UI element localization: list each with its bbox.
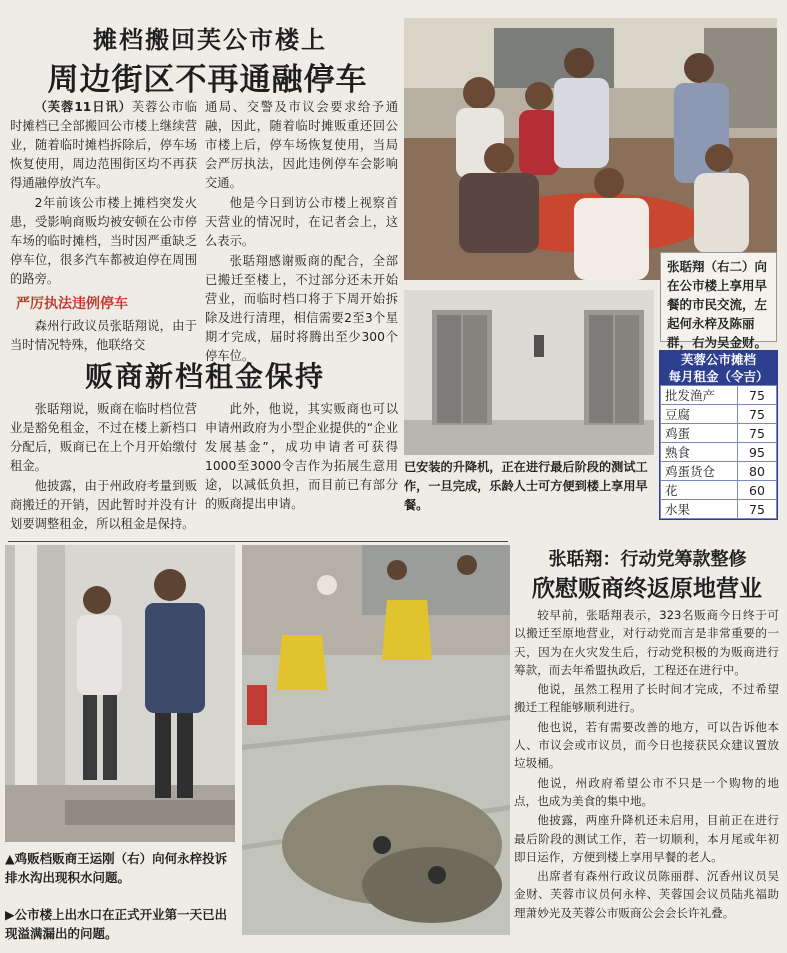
article1-col2-p2: 他是今日到访公市楼上视察首天营业的情况时，在记者会上，这么表示。 (205, 196, 398, 248)
article2-col1-p1: 张聒翔说，贩商在临时档位营业是豁免租金，不过在楼上新档口分配后，贩商已在上个月开始缴付租金。 (10, 402, 197, 473)
article3-p5: 他披露，两座升降机还未启用，目前正在进行最后阶段的测试工作，若一切顺利，本月尾或年初即日运作，方便到楼上享用早餐的老人。 (514, 813, 779, 864)
floor-outlet-photo (242, 545, 510, 935)
rent-table-row (661, 443, 777, 462)
article2-col1-p2: 他披露，由于州政府考量到贩商搬迁的开销，因此暂时并没有计划要调整租金，所以租金是保持。 (10, 479, 197, 531)
article3-p2: 他说，虽然工程用了长时间才完成，不过希望搬迁工程能够顺利进行。 (514, 682, 779, 715)
rent-price: 95 (738, 443, 777, 462)
rent-price: 75 (738, 386, 777, 405)
article3-headline: 欣慰贩商终返原地营业 (532, 575, 762, 602)
rent-table-row (661, 500, 777, 519)
article2-column-2 (205, 400, 398, 515)
rent-table-row (661, 462, 777, 481)
rent-table-title (660, 351, 777, 385)
rent-price: 60 (738, 481, 777, 500)
article1-kicker: 摊档搬回芙公市楼上 (93, 26, 327, 54)
rent-price: 75 (738, 405, 777, 424)
floor-outlet-illustration (242, 545, 510, 935)
rent-table-title-line2: 每月租金（令吉） (668, 369, 769, 384)
drain-complaint-illustration (5, 545, 235, 842)
article1-col2-p1: 通局、交警及市议会要求给予通融，因此，随着临时摊贩重还回公市楼上后，停车场恢复使用，当局会严厉执法，因此违例停车会影响交通。 (205, 100, 398, 190)
article2-headline: 贩商新档租金保持 (84, 360, 325, 393)
photo2-caption: 已安装的升降机，正在进行最后阶段的测试工作，一旦完成，乐龄人士可方便到楼上享用早餐。 (404, 460, 648, 512)
drain-complaint-photo (5, 545, 235, 842)
article3-p4: 他说，州政府希望公市不只是一个购物的地点，也成为美食的集中地。 (514, 775, 779, 808)
article2-col2-p1: 此外，他说，其实贩商也可以申请州政府为小型企业提供的“企业发展基金”，成功申请者可获得1000至3000令吉作为拓展生意用途，以减低负担，而目前已有部分的贩商提出申请。 (205, 402, 398, 511)
section-divider (8, 541, 508, 542)
rent-item: 花 (661, 481, 738, 500)
rent-table-box (659, 350, 778, 520)
article1-subhead: 严厉执法违例停车 (16, 296, 128, 312)
rent-price: 75 (738, 424, 777, 443)
rent-table-row (661, 386, 777, 405)
article1-col1-p3: 森州行政议员张聒翔说，由于当时情况特殊，他联络交 (10, 319, 197, 352)
rent-table-row (661, 424, 777, 443)
article1-column-2 (205, 98, 398, 367)
elevator-photo (404, 290, 654, 455)
rent-item: 水果 (661, 500, 738, 519)
rent-item: 鸡蛋货仓 (661, 462, 738, 481)
photo3-caption: ▲鸡贩档贩商王运刚（右）向何永梓投诉排水沟出现积水问题。 (5, 851, 228, 885)
article1-dateline: （芙蓉11日讯） (34, 100, 132, 114)
article1-col1-p2: 2年前该公市楼上摊档突发火患，受影响商贩均被安顿在公市停车场的临时摊档，当时因严重缺乏停车位，很多汽车都被迫停在周围的路旁。 (10, 196, 197, 286)
elevator-illustration (404, 290, 654, 455)
rent-price: 75 (738, 500, 777, 519)
rent-item: 熟食 (661, 443, 738, 462)
article1-col1-p1: 芙蓉公市临时摊档已全部搬回公市楼上继续营业，随着临时摊档拆除后，停车场恢复使用，周边范围街区均不再获得通融停放汽车。 (10, 100, 197, 190)
rent-item: 批发渔产 (661, 386, 738, 405)
rent-table (660, 385, 777, 519)
article3-p3: 他也说，若有需要改善的地方，可以告诉他本人、市议会或市议员，而今日也接获民众建议置放垃圾桶。 (514, 719, 779, 771)
rent-table-title-line1: 芙蓉公市摊档 (680, 352, 756, 367)
photo1-caption: 张聒翔（右二）向在公市楼上享用早餐的市民交流，左起何永梓及陈丽群，右为吴金财。 (660, 252, 777, 342)
market-breakfast-illustration (404, 18, 777, 280)
article1-headline: 周边街区不再通融停车 (47, 62, 368, 98)
rent-price: 80 (738, 462, 777, 481)
article1-column-1 (10, 98, 197, 356)
rent-table-row (661, 481, 777, 500)
article3-p6: 出席者有森州行政议员陈丽群、沉香州议员吴金财、芙蓉市议员何永梓、芙蓉国会议员陆兆福助理萧妙光及芙蓉公市贩商公会会长许礼叠。 (514, 869, 779, 920)
article3-body (514, 606, 779, 923)
article1-col2-p3: 张聒翔感谢贩商的配合，全部已搬迁至楼上，不过部分还未开始营业，而临时档口将于下周开始拆除及进行清理，相信需要2至3个星期才完成，届时将腾出至少300个停车位。 (205, 254, 398, 363)
market-breakfast-photo (404, 18, 777, 280)
article3-kicker: 张聒翔：行动党筹款整修 (548, 549, 747, 570)
article2-column-1 (10, 400, 197, 535)
rent-item: 豆腐 (661, 405, 738, 424)
rent-table-row (661, 405, 777, 424)
rent-item: 鸡蛋 (661, 424, 738, 443)
photo4-caption: ▶公市楼上出水口在正式开业第一天已出现溢满漏出的问题。 (5, 907, 228, 941)
article3-p1: 较早前，张聒翔表示，323名贩商今日终于可以搬迁至原地营业，对行动党而言是非常重要的一天，因为在火灾发生后，行动党积极的为贩商进行筹款，而去年希盟执政后，工程还在进行中。 (514, 608, 779, 677)
